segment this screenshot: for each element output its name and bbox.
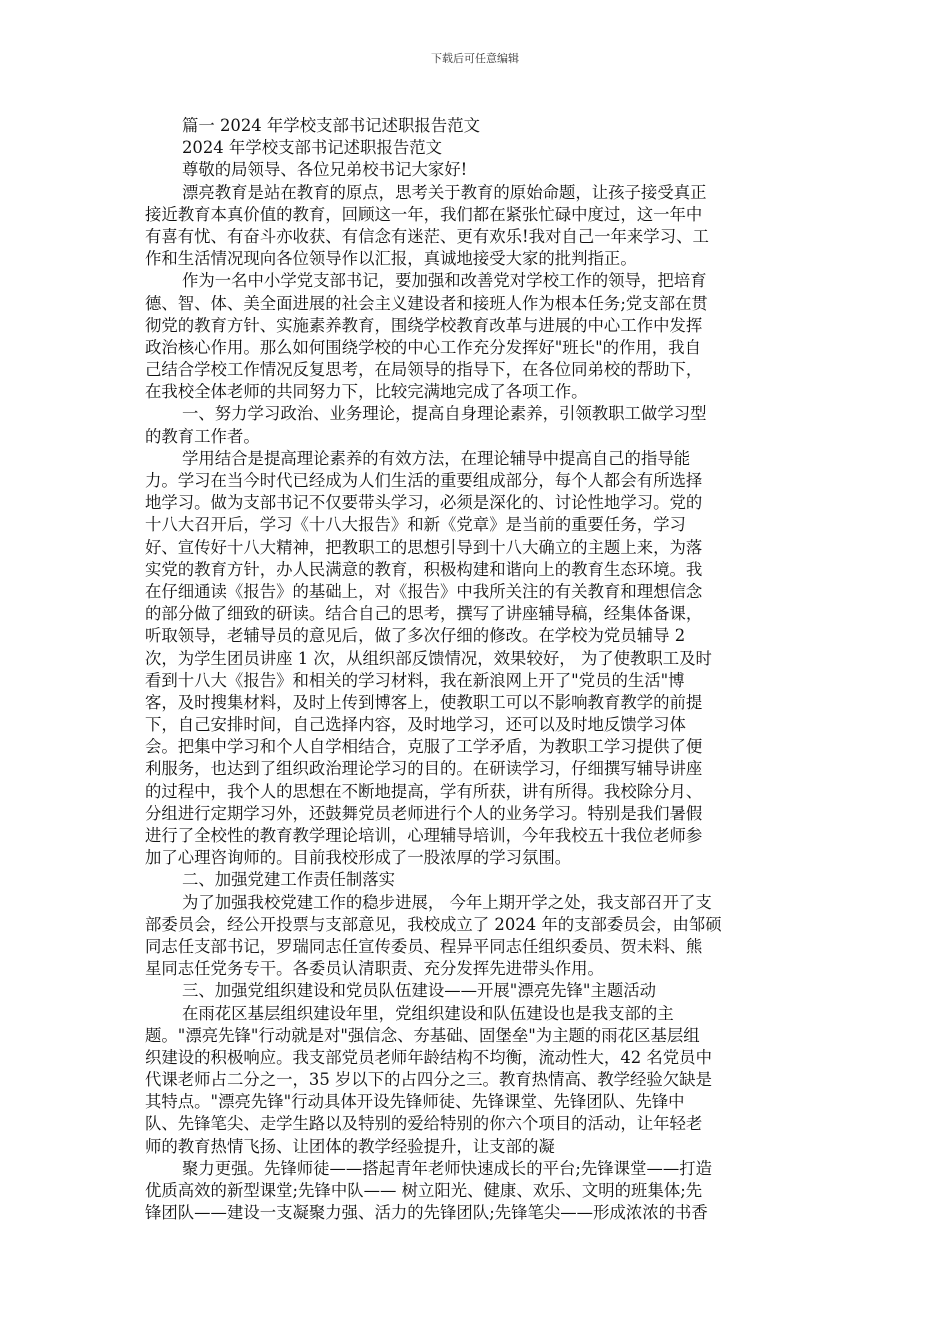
text-line: 加了心理咨询师的。目前我校形成了一股浓厚的学习氛围。 <box>145 848 572 868</box>
text-line: 的部分做了细致的研读。结合自己的思考，撰写了讲座辅导稿，经集体备课， <box>145 604 703 624</box>
text-line: 德、智、体、美全面进展的社会主义建设者和接班人作为根本任务;党支部在贯 <box>145 293 708 313</box>
text-line: 部委员会，经公开投票与支部意见，我校成立了 2024 年的支部委员会，由邹硕 <box>145 914 722 934</box>
text-line: 进行了全校性的教育教学理论培训，心理辅导培训，今年我校五十我位老师参 <box>145 826 703 845</box>
text-line: 二、加强党建工作责任制落实 <box>182 870 396 890</box>
text-line: 在我校全体老师的共同努力下，比较完满地完成了各项工作。 <box>145 382 588 402</box>
document-body <box>145 115 799 1224</box>
text-line: 三、加强党组织建设和党员队伍建设——开展"漂亮先锋"主题活动 <box>182 981 657 1001</box>
text-line: 实党的教育方针，办人民满意的教育，积极构建和谐向上的教育生态环境。我 <box>145 559 703 579</box>
text-line: 好、宣传好十八大精神，把教职工的思想引导到十八大确立的主题上来，为落 <box>145 537 703 557</box>
text-line: 篇一 2024 年学校支部书记述职报告范文 <box>182 116 480 135</box>
text-line: 学用结合是提高理论素养的有效方法，在理论辅导中提高自己的指导能 <box>182 448 691 468</box>
text-line: 在仔细通读《报告》的基础上，对《报告》中我所关注的有关教育和理想信念 <box>145 581 703 601</box>
text-line: 有喜有忧、有奋斗亦收获、有信念有迷茫、更有欢乐!我对自己一年来学习、工 <box>145 226 709 246</box>
text-line: 会。把集中学习和个人自学相结合，克服了工学矛盾，为教职工学习提供了便 <box>145 737 703 757</box>
text-line: 客，及时搜集材料，及时上传到博客上，使教职工可以不影响教育教学的前提 <box>145 692 703 712</box>
text-line: 十八大召开后，学习《十八大报告》和新《党章》是当前的重要任务，学习 <box>145 515 686 535</box>
text-line: 一、努力学习政治、业务理论，提高自身理论素养，引领教职工做学习型 <box>182 404 707 424</box>
text-line: 题。"漂亮先锋"行动就是对"强信念、夯基础、固堡垒"为主题的雨花区基层组 <box>145 1025 700 1045</box>
text-line: 作和生活情况现向各位领导作以汇报，真诚地接受大家的批判指正。 <box>145 249 637 269</box>
text-line: 漂亮教育是站在教育的原点，思考关于教育的原始命题，让孩子接受真正 <box>182 182 707 202</box>
text-line: 师的教育热情飞扬、让团体的教学经验提升，让支部的凝 <box>145 1136 555 1156</box>
text-line: 看到十八大《报告》和相关的学习材料，我在新浪网上开了"党员的生活"博 <box>145 670 685 690</box>
text-line: 其特点。"漂亮先锋"行动具体开设先锋师徒、先锋课堂、先锋团队、先锋中 <box>145 1092 685 1112</box>
text-line: 作为一名中小学党支部书记，要加强和改善党对学校工作的领导，把培育 <box>182 271 707 291</box>
text-line: 同志任支部书记，罗瑞同志任宣传委员、程异平同志任组织委员、贺未料、熊 <box>145 936 703 956</box>
text-line: 的教育工作者。 <box>145 426 260 446</box>
text-line: 分组进行定期学习外，还鼓舞党员老师进行个人的业务学习。特别是我们暑假 <box>145 803 703 823</box>
text-line: 听取领导，老辅导员的意见后，做了多次仔细的修改。在学校为党员辅导 2 <box>145 626 686 646</box>
text-line: 星同志任党务专干。各委员认清职责、充分发挥先进带头作用。 <box>145 959 604 979</box>
text-line: 彻党的教育方针、实施素养教育，围绕学校教育改革与进展的中心工作中发挥 <box>145 315 703 335</box>
text-line: 次，为学生团员讲座 1 次，从组织部反馈情况，效果较好， 为了使教职工及时 <box>145 648 712 668</box>
text-line: 下，自己安排时间，自己选择内容，及时地学习，还可以及时地反馈学习体 <box>145 715 686 735</box>
text-line: 尊敬的局领导、各位兄弟校书记大家好! <box>182 160 468 180</box>
text-line: 地学习。做为支部书记不仅要带头学习，必须是深化的、讨论性地学习。党的 <box>145 493 703 513</box>
text-line: 己结合学校工作情况反复思考，在局领导的指导下，在各位同弟校的帮助下， <box>145 360 703 380</box>
text-line: 队、先锋笔尖、走学生路以及特别的爱给特别的你六个项目的活动，让年轻老 <box>145 1114 703 1134</box>
text-line: 在雨花区基层组织建设年里，党组织建设和队伍建设也是我支部的主 <box>182 1003 674 1023</box>
text-line: 2024 年学校支部书记述职报告范文 <box>182 138 443 158</box>
text-line: 利服务，也达到了组织政治理论学习的目的。在研读学习，仔细撰写辅导讲座 <box>145 759 703 779</box>
text-line: 聚力更强。先锋师徒——搭起青年老师快速成长的平台;先锋课堂——打造 <box>182 1158 713 1178</box>
text-line: 代课老师占二分之一，35 岁以下的占四分之三。教育热情高、教学经验欠缺是 <box>145 1070 712 1090</box>
text-line: 为了加强我校党建工作的稳步进展， 今年上期开学之处，我支部召开了支 <box>182 892 712 912</box>
text-line: 织建设的积极响应。我支部党员老师年龄结构不均衡，流动性大，42 名党员中 <box>145 1047 712 1067</box>
text-line: 的过程中，我个人的思想在不断地提高，学有所获，讲有所得。我校除分月、 <box>145 781 703 801</box>
text-line: 政治核心作用。那么如何围绕学校的中心工作充分发挥好"班长"的作用，我自 <box>145 337 701 357</box>
text-line: 锋团队——建设一支凝聚力强、活力的先锋团队;先锋笔尖——形成浓浓的书香 <box>145 1203 708 1223</box>
text-line: 优质高效的新型课堂;先锋中队—— 树立阳光、健康、欢乐、文明的班集体;先 <box>145 1181 703 1200</box>
text-line: 接近教育本真价值的教育，回顾这一年，我们都在紧张忙碌中度过，这一年中 <box>145 204 703 224</box>
text-line: 力。学习在当今时代已经成为人们生活的重要组成部分，每个人都会有所选择 <box>145 471 703 490</box>
page-header-note: 下载后可任意编辑 <box>431 52 519 65</box>
